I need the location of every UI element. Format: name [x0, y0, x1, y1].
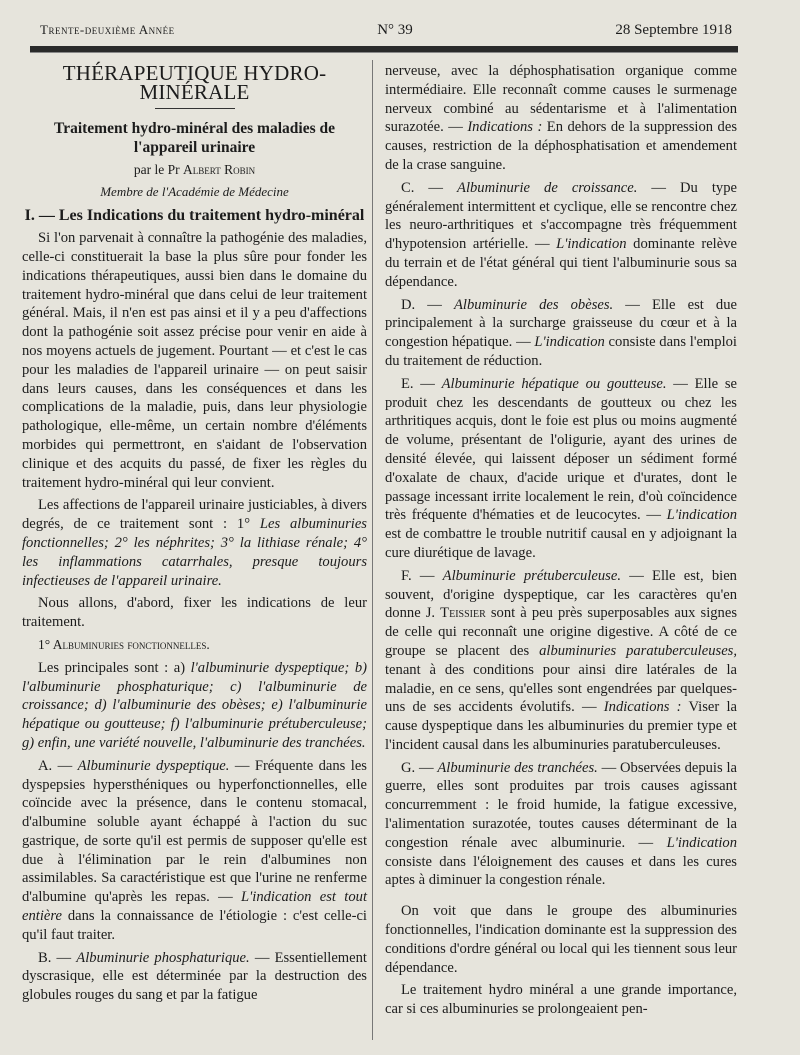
- byline-prefix: par le Pr: [133, 161, 180, 177]
- left-column: [22, 62, 367, 1009]
- paragraph-f: [385, 567, 737, 755]
- paragraph-b-cont: [385, 62, 737, 175]
- title-rule: [155, 108, 235, 109]
- paragraph-c: [385, 179, 737, 292]
- text-italic: albuminuries paratuberculeuses,: [539, 642, 737, 659]
- text-span: nerveuse, avec la déphosphatisation organique comme intermédiaire. Elle reconnaît comme causes le surmenage nerveux combiné au sédentarisme et à l'alimentation surazotée. —: [385, 63, 737, 136]
- text-span: — Essentiellement dyscrasique, elle est déterminée par la destruction des globules rouges du sang et par la fatigue: [22, 949, 367, 1004]
- text-span: sont à peu près superposables aux signes de celle qui reconnaît une origine digestive. A côté de ce groupe se placent des: [385, 605, 737, 659]
- volume-year: Trente-deuxième Année: [40, 22, 175, 37]
- text-span: G. —: [401, 759, 438, 776]
- text-span: D. —: [401, 296, 454, 313]
- text-italic: Albuminurie phosphaturique.: [76, 949, 250, 966]
- text-italic: Albuminurie des obèses.: [454, 296, 614, 313]
- subheading-albuminuries: 1° Albuminuries fonctionnelles.: [38, 636, 210, 652]
- paragraph-d: [385, 296, 737, 371]
- text-italic: l'albuminurie dyspeptique; b) l'albuminurie phosphaturique; c) l'albuminurie de croissance; d) l'albuminurie des obèses; e) l'albuminurie hépatique ou goutteuse; f) l'albuminurie prétuberculeuse; g) enfin, une variété nouvelle, l'albuminurie des tranchées.: [22, 659, 367, 751]
- paragraph-a: [22, 757, 367, 945]
- text-italic: Albuminurie dyspeptique.: [77, 757, 230, 774]
- issue-date: 28 Septembre 1918: [615, 22, 732, 38]
- text-italic: Albuminurie prétuberculeuse.: [442, 567, 621, 584]
- text-span: B. —: [38, 949, 77, 966]
- text-span: est de combattre le trouble nutritif causal en y adjoignant la cure diurétique de lavage.: [385, 526, 737, 561]
- cited-author: Teissier: [440, 605, 486, 622]
- paragraph-plan: Nous allons, d'abord, fixer les indications de leur traitement.: [22, 595, 367, 631]
- text-span: Viser la cause dyspeptique dans les albuminuries du premier type et l'incident causal dans les albuminuries paratuberculeuses.: [385, 699, 737, 753]
- header-rule: [30, 46, 738, 53]
- text-italic: Albuminurie des tranchées.: [437, 759, 598, 776]
- text-span: — Du type généralement intermittent et cyclique, elle se rencontre chez les neuro-arthritiques et s'accompagne très fréquemment d'hypotension artérielle. —: [385, 179, 737, 253]
- issue-number: N° 39: [377, 22, 413, 38]
- text-span: — Observées depuis la guerre, elles sont produites par trois causes agissant concurremment : le froid humide, la fatigue excessive, l'alimentation surazotée, toutes causes déterminant de la congestion rénale avec albuminurie. —: [385, 759, 737, 851]
- paragraph-intro: Si l'on parvenait à connaître la pathogénie des maladies, celle-ci constituerait la base la plus sûre pour fonder les indications thérapeutiques, aussi bien dans le domaine du traitement hydro-minéral que dans celui de leur traitement général. Mais, il n'en est pas ainsi et il y a peu d'affections dont la pathogénie soit assez précise pour venir en aide à nos moyens actuels de jugement. Pourtant — et c'est le cas pour les maladies de l'appareil urinaire — on peut saisir dans leurs causes, dans les conséquences et dans les complications de la maladie, puis, dans leur physiologie pathologique, elle-même, un certain nombre d'éléments morbides qui permettront, en s'aidant de l'observation clinique et des acquits du passé, de fixer les règles du traitement hydro-minéral qui leur convient.: [22, 230, 367, 491]
- paragraph-e: [385, 375, 737, 563]
- text-italic: Indications :: [467, 119, 543, 136]
- subsection-heading: I. — Les Indications du traitement hydro-minéral: [24, 207, 365, 225]
- text-span: Les principales sont : a): [38, 659, 191, 676]
- text-span: C. —: [401, 179, 458, 196]
- text-italic: L'indication: [666, 507, 737, 524]
- text-span: dans la connaissance de l'étiologie : c'est celle-ci qu'il faut traiter.: [22, 908, 367, 943]
- text-span: F. —: [401, 567, 443, 584]
- running-header: [40, 22, 732, 42]
- text-span: A. —: [38, 757, 78, 774]
- text-span: Les affections de l'appareil urinaire justiciables, à divers degrés, de ce traitement sont : 1°: [22, 497, 367, 533]
- text-span: consiste dans l'éloignement des causes et dans les cures aptes à diminuer la congestion rénale.: [385, 853, 737, 889]
- text-italic: L'indication: [534, 334, 605, 351]
- right-column: [385, 62, 737, 1023]
- text-span: — Elle est, bien souvent, d'origine dyspeptique, car les caractères qu'en donne J.: [385, 567, 737, 622]
- text-italic: Albuminurie hépatique ou goutteuse.: [441, 375, 667, 392]
- text-span: E. —: [401, 375, 442, 392]
- text-span: — Elle se produit chez les descendants de goutteux ou chez les arthritiques acquis, dont le foie est plus ou moins augmenté de volume, présentant de l'oligurie, ayant des urines de densité élevée, qui laissent déposer un sédiment formé d'oxalate de chaux, d'acide urique et d'urates, dont le passage incessant irrite localement le rein, d'où coïncidence très fréquente d'hématies et de leucocytes. —: [385, 375, 737, 524]
- byline: [22, 161, 367, 180]
- column-divider: [372, 60, 373, 1040]
- text-span: consiste dans l'emploi du traitement de réduction.: [385, 334, 737, 369]
- author-membership: Membre de l'Académie de Médecine: [100, 184, 289, 200]
- text-italic: Les albuminuries fonctionnelles; 2° les néphrites; 3° la lithiase rénale; 4° les inflammations catarrhales, presque toujours infectieuses de l'appareil urinaire.: [22, 516, 367, 589]
- paragraph-g: [385, 759, 737, 891]
- text-italic: L'indication: [556, 236, 627, 253]
- paragraph-importance: Le traitement hydro minéral a une grande importance, car si ces albuminuries se prolongeaient pen-: [385, 982, 737, 1018]
- text-italic: Indications :: [603, 699, 682, 716]
- article-title: Traitement hydro-minéral des maladies de l'appareil urinaire: [54, 119, 335, 156]
- section-title: THÉRAPEUTIQUE HYDRO-MINÉRALE: [62, 61, 327, 104]
- paragraph-principales: [22, 659, 367, 753]
- text-span: — Fréquente dans les dyspepsies hypersthéniques ou hyperfonctionnelles, elle coïncide avec la présence, dans le contenu stomacal, d'albumine soluble ayant échappé à l'action du suc gastrique, de sorte qu'il est permis de supposer qu'elle est due à l'élimination par le rein d'albumines non assimilables. Sa caractéristique est que l'urine ne renferme d'albumine qu'après les repas. —: [22, 757, 367, 906]
- text-span: En dehors de la suppression des causes, restriction de la déphosphatisation et amendement de la crase sanguine.: [385, 119, 738, 173]
- text-span: tenant à des conditions pour ainsi dire latérales de la maladie, en ce sens, qu'elles sont engendrées par quelques-uns de ses accidents évolutifs. —: [385, 661, 737, 716]
- paragraph-affections: [22, 496, 367, 590]
- text-italic: Albuminurie de croissance.: [457, 179, 638, 196]
- paragraph-b: [22, 949, 367, 1005]
- author-name: Albert Robin: [183, 161, 256, 177]
- text-italic: L'indication est tout entière: [22, 889, 367, 925]
- text-span: — Elle est due principalement à la surcharge graisseuse du cœur et à la congestion hépatique. —: [385, 296, 737, 351]
- text-italic: L'indication: [666, 834, 737, 851]
- paragraph-conclusion: On voit que dans le groupe des albuminuries fonctionnelles, l'indication dominante est la suppression des conditions d'ordre général ou local qui les tiennent sous leur dépendance.: [385, 903, 737, 976]
- text-span: dominante relève du terrain et de l'état général qui tient l'albuminurie sous sa dépendance.: [385, 236, 737, 290]
